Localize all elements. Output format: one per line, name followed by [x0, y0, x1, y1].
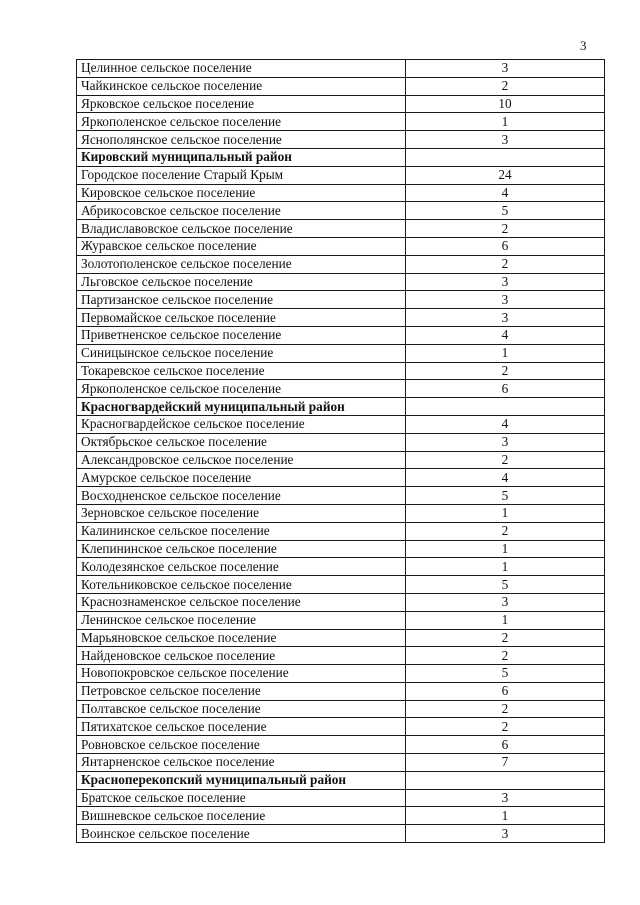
table-row [77, 718, 605, 736]
page-number: 3 [580, 38, 587, 53]
value-cell: 3 [406, 593, 605, 611]
settlement-name-cell: Владиславовское сельское поселение [77, 220, 406, 238]
value-cell: 2 [406, 77, 605, 95]
table-row [77, 754, 605, 772]
table-row [77, 469, 605, 487]
settlement-name-cell: Воинское сельское поселение [77, 825, 406, 843]
settlement-name-cell: Клепининское сельское поселение [77, 540, 406, 558]
table-row [77, 700, 605, 718]
table-row [77, 77, 605, 95]
settlement-name-cell: Яркополенское сельское поселение [77, 113, 406, 131]
district-header-row [77, 148, 605, 166]
value-cell: 5 [406, 487, 605, 505]
table-row [77, 95, 605, 113]
settlement-name-cell: Ровновское сельское поселение [77, 736, 406, 754]
value-cell: 4 [406, 184, 605, 202]
value-cell: 4 [406, 415, 605, 433]
table-row [77, 220, 605, 238]
table-row [77, 362, 605, 380]
table-row [77, 113, 605, 131]
value-cell: 3 [406, 291, 605, 309]
value-cell: 3 [406, 273, 605, 291]
table-row [77, 166, 605, 184]
table-row [77, 522, 605, 540]
value-cell: 1 [406, 113, 605, 131]
table-row [77, 273, 605, 291]
settlement-name-cell: Новопокровское сельское поселение [77, 665, 406, 683]
table-row [77, 184, 605, 202]
value-cell: 1 [406, 540, 605, 558]
settlement-name-cell: Октябрьское сельское поселение [77, 433, 406, 451]
settlement-name-cell: Яркополенское сельское поселение [77, 380, 406, 398]
settlement-name-cell: Ярковское сельское поселение [77, 95, 406, 113]
value-cell: 7 [406, 754, 605, 772]
value-cell [406, 771, 605, 789]
settlement-name-cell: Петровское сельское поселение [77, 682, 406, 700]
value-cell: 1 [406, 558, 605, 576]
settlement-name-cell: Ленинское сельское поселение [77, 611, 406, 629]
settlement-name-cell: Колодезянское сельское поселение [77, 558, 406, 576]
table-row [77, 558, 605, 576]
settlement-name-cell: Токаревское сельское поселение [77, 362, 406, 380]
value-cell: 2 [406, 629, 605, 647]
table-row [77, 629, 605, 647]
table-row [77, 647, 605, 665]
value-cell: 3 [406, 433, 605, 451]
table-row [77, 736, 605, 754]
table-row [77, 593, 605, 611]
value-cell: 2 [406, 220, 605, 238]
district-header-row [77, 771, 605, 789]
table-row [77, 576, 605, 594]
table-row [77, 487, 605, 505]
settlement-name-cell: Чайкинское сельское поселение [77, 77, 406, 95]
value-cell: 2 [406, 700, 605, 718]
table-row [77, 504, 605, 522]
table-row [77, 540, 605, 558]
value-cell: 2 [406, 718, 605, 736]
value-cell: 2 [406, 522, 605, 540]
settlement-name-cell: Янтарненское сельское поселение [77, 754, 406, 772]
district-header-row [77, 398, 605, 416]
value-cell: 6 [406, 682, 605, 700]
table-row [77, 433, 605, 451]
table-row [77, 665, 605, 683]
settlement-name-cell: Найденовское сельское поселение [77, 647, 406, 665]
settlement-name-cell: Партизанское сельское поселение [77, 291, 406, 309]
table-row [77, 344, 605, 362]
value-cell: 4 [406, 326, 605, 344]
value-cell: 5 [406, 576, 605, 594]
table-row [77, 131, 605, 149]
value-cell: 1 [406, 611, 605, 629]
settlement-name-cell: Восходненское сельское поселение [77, 487, 406, 505]
table-row [77, 611, 605, 629]
value-cell [406, 398, 605, 416]
settlement-name-cell: Калининское сельское поселение [77, 522, 406, 540]
value-cell: 1 [406, 504, 605, 522]
table-row [77, 789, 605, 807]
value-cell: 3 [406, 309, 605, 327]
value-cell: 1 [406, 807, 605, 825]
value-cell: 3 [406, 131, 605, 149]
settlement-name-cell: Пятихатское сельское поселение [77, 718, 406, 736]
settlement-name-cell: Яснополянское сельское поселение [77, 131, 406, 149]
value-cell: 2 [406, 362, 605, 380]
value-cell: 6 [406, 237, 605, 255]
value-cell: 10 [406, 95, 605, 113]
value-cell: 2 [406, 647, 605, 665]
value-cell [406, 148, 605, 166]
value-cell: 3 [406, 789, 605, 807]
table-row [77, 326, 605, 344]
settlement-name-cell: Кировское сельское поселение [77, 184, 406, 202]
district-name-cell: Кировский муниципальный район [77, 148, 406, 166]
table-row [77, 60, 605, 78]
table-row [77, 451, 605, 469]
settlement-name-cell: Красногвардейское сельское поселение [77, 415, 406, 433]
settlement-name-cell: Зерновское сельское поселение [77, 504, 406, 522]
table-row [77, 825, 605, 843]
table-row [77, 380, 605, 398]
value-cell: 24 [406, 166, 605, 184]
settlement-name-cell: Приветненское сельское поселение [77, 326, 406, 344]
settlement-name-cell: Городское поселение Старый Крым [77, 166, 406, 184]
settlement-name-cell: Абрикосовское сельское поселение [77, 202, 406, 220]
table-body [77, 60, 605, 843]
settlement-name-cell: Синицынское сельское поселение [77, 344, 406, 362]
table-row [77, 309, 605, 327]
value-cell: 2 [406, 255, 605, 273]
value-cell: 4 [406, 469, 605, 487]
value-cell: 5 [406, 665, 605, 683]
value-cell: 3 [406, 60, 605, 78]
table-row [77, 255, 605, 273]
settlement-name-cell: Краснознаменское сельское поселение [77, 593, 406, 611]
value-cell: 6 [406, 380, 605, 398]
settlement-name-cell: Котельниковское сельское поселение [77, 576, 406, 594]
table-row [77, 202, 605, 220]
district-name-cell: Красногвардейский муниципальный район [77, 398, 406, 416]
value-cell: 5 [406, 202, 605, 220]
table-row [77, 415, 605, 433]
settlement-name-cell: Целинное сельское поселение [77, 60, 406, 78]
district-name-cell: Красноперекопский муниципальный район [77, 771, 406, 789]
settlement-name-cell: Льговское сельское поселение [77, 273, 406, 291]
settlement-name-cell: Журавское сельское поселение [77, 237, 406, 255]
table-row [77, 807, 605, 825]
table-row [77, 237, 605, 255]
settlement-name-cell: Братское сельское поселение [77, 789, 406, 807]
settlement-name-cell: Полтавское сельское поселение [77, 700, 406, 718]
table-row [77, 291, 605, 309]
value-cell: 2 [406, 451, 605, 469]
value-cell: 1 [406, 344, 605, 362]
settlements-table [76, 59, 605, 843]
settlement-name-cell: Амурское сельское поселение [77, 469, 406, 487]
settlement-name-cell: Золотополенское сельское поселение [77, 255, 406, 273]
settlement-name-cell: Первомайское сельское поселение [77, 309, 406, 327]
table-row [77, 682, 605, 700]
value-cell: 3 [406, 825, 605, 843]
settlement-name-cell: Александровское сельское поселение [77, 451, 406, 469]
value-cell: 6 [406, 736, 605, 754]
settlement-name-cell: Вишневское сельское поселение [77, 807, 406, 825]
settlement-name-cell: Марьяновское сельское поселение [77, 629, 406, 647]
